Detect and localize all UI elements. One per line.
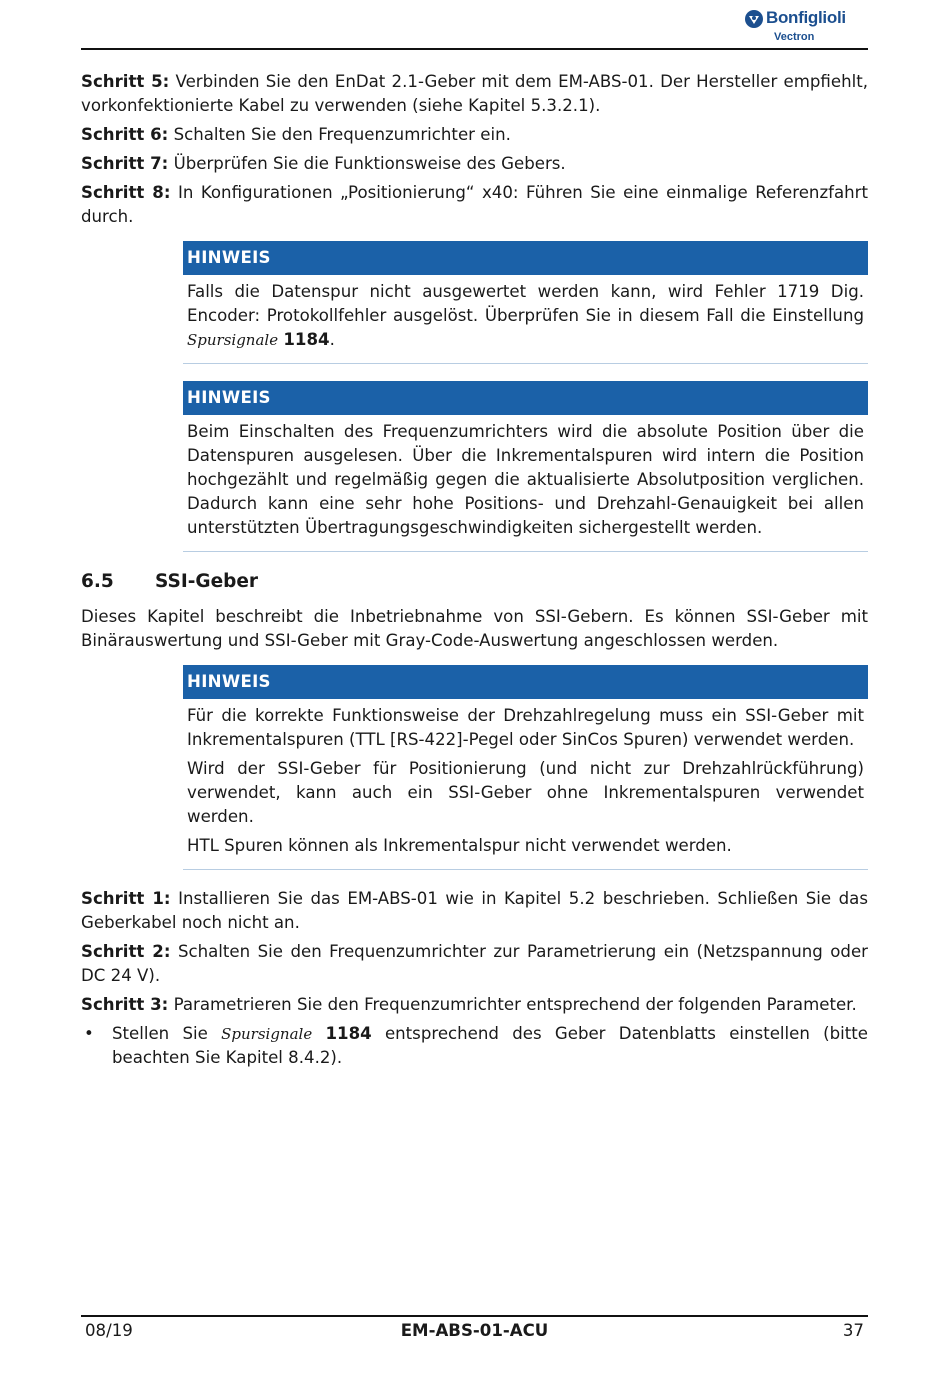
step-label: Schritt 2: (81, 942, 171, 961)
step-label: Schritt 5: (81, 72, 170, 91)
document-page (81, 0, 868, 1378)
note-box (183, 241, 868, 364)
step-paragraph (81, 940, 868, 988)
parameter-name: Spursignale (187, 331, 279, 349)
note-title: HINWEIS (183, 241, 868, 275)
footer-date: 08/19 (85, 1321, 133, 1340)
step-label: Schritt 1: (81, 889, 171, 908)
section-number: 6.5 (81, 571, 114, 592)
step-paragraph (81, 123, 868, 147)
step-text: Schalten Sie den Frequenzumrichter ein. (168, 125, 511, 144)
step-text: Installieren Sie das EM-ABS-01 wie in Kapitel 5.2 beschrieben. Schließen Sie das Geberkabel noch nicht an. (81, 889, 868, 932)
step-text: Schalten Sie den Frequenzumrichter zur Parametrierung ein (Netzspannung oder DC 24 V). (81, 942, 868, 985)
note-body (183, 275, 868, 352)
list-item (81, 1022, 868, 1070)
parameter-number: 1184 (283, 330, 330, 349)
note-text-end: . (329, 330, 335, 349)
section-intro: Dieses Kapitel beschreibt die Inbetriebnahme von SSI-Gebern. Es können SSI-Geber mit Binärauswertung und SSI-Geber mit Gray-Code-Auswertung angeschlossen werden. (81, 607, 868, 650)
bullet-text-end: entsprechend des Geber Datenblatts einstellen (bitte beachten Sie Kapitel 8.4.2). (112, 1024, 868, 1067)
step-label: Schritt 7: (81, 154, 169, 173)
step-paragraph (81, 70, 868, 118)
brand-subtitle: Vectron (774, 31, 815, 43)
step-text: Überprüfen Sie die Funktionsweise des Gebers. (168, 154, 566, 173)
section-heading (81, 569, 868, 595)
section-title: SSI-Geber (155, 571, 259, 592)
note-text: Beim Einschalten des Frequenzumrichters wird die absolute Position über die Datenspuren ausgelesen. Über die Inkrementalspuren wird intern die Position hochgezählt und regelmäßig gegen die aktualisierte Absolutposition verglichen. Dadurch kann eine sehr hohe Positions- und Drehzahl-Genauigkeit bei allen unterstützten Übertragungsgeschwindigkeiten sichergestellt werden. (187, 422, 864, 537)
parameter-name: Spursignale (221, 1025, 313, 1043)
note-box (183, 665, 868, 870)
note-body (183, 415, 868, 540)
page-content (81, 70, 868, 1070)
footer-document-id: EM-ABS-01-ACU (400, 1321, 549, 1340)
step-paragraph (81, 993, 868, 1017)
parameter-number: 1184 (325, 1024, 372, 1043)
step-label: Schritt 3: (81, 995, 169, 1014)
step-text: Verbinden Sie den EnDat 2.1-Geber mit dem EM-ABS-01. Der Hersteller empfiehlt, vorkonfektionierte Kabel zu verwenden (siehe Kapitel 5.3.2.1). (81, 72, 868, 115)
note-text: HTL Spuren können als Inkrementalspur nicht verwendet werden. (187, 836, 732, 855)
note-title: HINWEIS (183, 381, 868, 415)
brand-name: Bonfiglioli (766, 8, 846, 27)
step-label: Schritt 6: (81, 125, 169, 144)
step-paragraph (81, 887, 868, 935)
note-text: Wird der SSI-Geber für Positionierung (und nicht zur Drehzahlrückführung) verwendet, kann auch ein SSI-Geber ohne Inkrementalspuren verwendet werden. (187, 759, 864, 826)
step-text: In Konfigurationen „Positionierung“ x40: Führen Sie eine einmalige Referenzfahrt durch. (81, 183, 869, 226)
page-footer (81, 1315, 868, 1347)
note-text (187, 280, 864, 352)
logo-icon (744, 9, 764, 29)
page-number: 37 (842, 1321, 864, 1340)
note-text-part: Falls die Datenspur nicht ausgewertet werden kann, wird Fehler 1719 Dig. Encoder: Protokollfehler ausgelöst. Überprüfen Sie in diesem Fall die Einstellung (187, 282, 864, 325)
page-header (81, 0, 868, 50)
note-title: HINWEIS (183, 665, 868, 699)
note-text: Für die korrekte Funktionsweise der Drehzahlregelung muss ein SSI-Geber mit Inkrementalspuren (TTL [RS-422]-Pegel oder SinCos Spuren) verwendet werden. (187, 706, 864, 749)
step-paragraph (81, 152, 868, 176)
step-text: Parametrieren Sie den Frequenzumrichter entsprechend der folgenden Parameter. (168, 995, 857, 1014)
note-box (183, 381, 868, 552)
brand-logo (744, 7, 868, 43)
bullet-text: Stellen Sie (112, 1024, 222, 1043)
bullet-list (81, 1022, 868, 1070)
note-body (183, 699, 868, 858)
step-paragraph (81, 181, 868, 229)
step-label: Schritt 8: (81, 183, 171, 202)
